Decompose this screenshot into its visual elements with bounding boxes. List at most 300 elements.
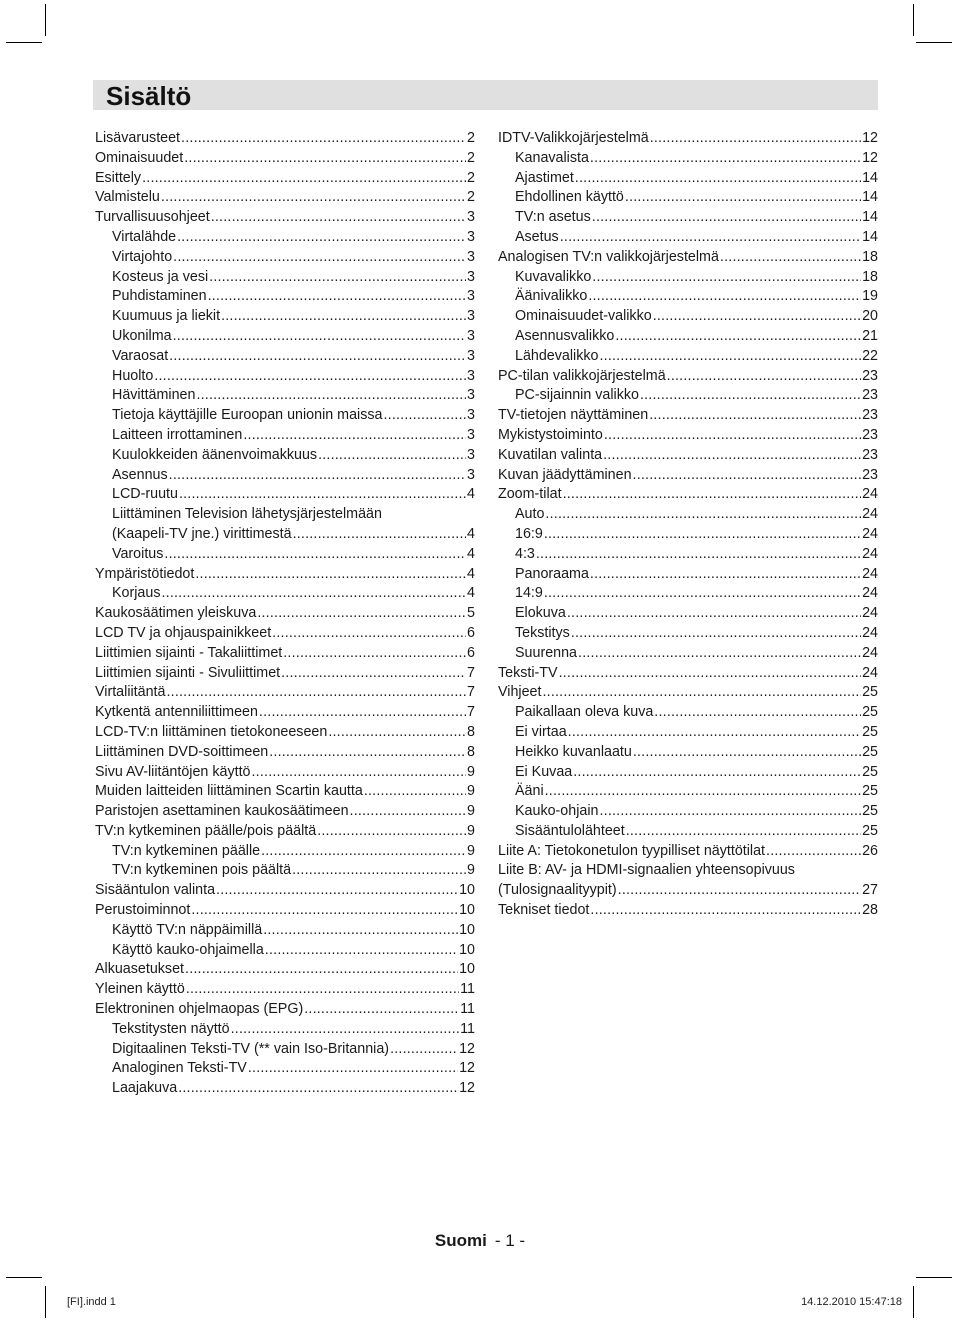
toc-leader-dots xyxy=(261,842,466,862)
toc-leader-dots xyxy=(173,248,466,268)
toc-entry[interactable] xyxy=(498,723,878,743)
toc-entry-page: 24 xyxy=(862,565,878,582)
toc-entry[interactable] xyxy=(498,169,878,189)
toc-entry[interactable] xyxy=(95,960,475,980)
toc-leader-dots xyxy=(142,169,466,189)
toc-entry[interactable] xyxy=(498,426,878,446)
toc-entry[interactable] xyxy=(95,664,475,684)
toc-entry-title: Virtalähde xyxy=(112,228,177,245)
toc-entry-page: 4 xyxy=(467,545,475,562)
toc-entry-page: 19 xyxy=(862,288,878,305)
toc-entry[interactable] xyxy=(498,307,878,327)
toc-entry-page: 10 xyxy=(459,921,475,938)
crop-mark xyxy=(6,1277,42,1278)
toc-entry-title: Laajakuva xyxy=(112,1080,178,1097)
toc-entry-page: 25 xyxy=(862,704,878,721)
toc-entry-page: 25 xyxy=(862,723,878,740)
toc-entry-page: 18 xyxy=(862,268,878,285)
toc-entry[interactable] xyxy=(95,228,475,248)
toc-leader-dots xyxy=(536,545,861,565)
toc-entry[interactable] xyxy=(95,644,475,664)
toc-entry-page: 10 xyxy=(459,961,475,978)
toc-entry-title: LCD-TV:n liittäminen tietokoneeseen xyxy=(95,723,328,740)
toc-entry-page: 3 xyxy=(467,288,475,305)
toc-entry[interactable] xyxy=(498,782,878,802)
crop-mark xyxy=(6,42,42,43)
toc-entry[interactable] xyxy=(95,466,475,486)
crop-mark xyxy=(916,42,952,43)
toc-entry[interactable] xyxy=(498,743,878,763)
toc-leader-dots xyxy=(567,604,861,624)
toc-leader-dots xyxy=(592,268,861,288)
toc-leader-dots xyxy=(216,881,458,901)
toc-entry[interactable] xyxy=(498,406,878,426)
toc-entry-page: 12 xyxy=(862,149,878,166)
toc-entry-page: 24 xyxy=(862,486,878,503)
toc-entry[interactable] xyxy=(498,604,878,624)
page-title: Sisältö xyxy=(106,81,192,111)
toc-entry-page: 20 xyxy=(862,308,878,325)
toc-entry-title: Ominaisuudet xyxy=(95,149,184,166)
toc-entry-page: 24 xyxy=(862,624,878,641)
toc-entry-title: Ympäristötiedot xyxy=(95,565,195,582)
toc-entry-title: Mykistystoiminto xyxy=(498,426,603,443)
toc-entry-title: Ajastimet xyxy=(515,169,574,186)
toc-entry-page: 11 xyxy=(460,1001,475,1018)
toc-entry-title: Paikallaan oleva kuva xyxy=(515,704,654,721)
toc-entry-page: 3 xyxy=(467,327,475,344)
toc-entry[interactable] xyxy=(95,129,475,149)
toc-entry-page: 23 xyxy=(862,426,878,443)
toc-entry[interactable] xyxy=(498,822,878,842)
toc-leader-dots xyxy=(328,723,466,743)
toc-entry[interactable] xyxy=(498,228,878,248)
toc-entry-title: Huolto xyxy=(112,367,154,384)
toc-entry[interactable] xyxy=(95,901,475,921)
toc-leader-dots xyxy=(588,287,861,307)
toc-entry-page: 3 xyxy=(467,387,475,404)
toc-leader-dots xyxy=(544,584,861,604)
toc-entry[interactable] xyxy=(95,188,475,208)
toc-entry-page: 6 xyxy=(467,644,475,661)
toc-entry-page: 24 xyxy=(862,585,878,602)
toc-right-column xyxy=(498,129,878,921)
toc-leader-dots xyxy=(169,347,466,367)
toc-leader-dots xyxy=(269,743,466,763)
footer-language: Suomi xyxy=(434,1231,487,1250)
toc-entry-title: Kosteus ja vesi xyxy=(112,268,209,285)
toc-entry-page: 2 xyxy=(467,149,475,166)
toc-leader-dots xyxy=(283,644,466,664)
toc-entry-title: TV-tietojen näyttäminen xyxy=(498,407,649,424)
toc-leader-dots xyxy=(599,347,861,367)
toc-entry-title: Analogisen TV:n valikkojärjestelmä xyxy=(498,248,719,265)
toc-entry-page: 22 xyxy=(862,347,878,364)
toc-entry-title: Liittäminen Television lähetysjärjestelmään xyxy=(112,506,382,523)
toc-leader-dots xyxy=(667,367,861,387)
toc-leader-dots xyxy=(304,1000,459,1020)
toc-entry[interactable] xyxy=(95,763,475,783)
toc-entry-page: 14 xyxy=(862,169,878,186)
toc-entry-title: Puhdistaminen xyxy=(112,288,207,305)
toc-entry[interactable] xyxy=(95,307,475,327)
toc-entry-title: 14:9 xyxy=(515,585,543,602)
print-file-info: [FI].indd 1 xyxy=(67,1296,116,1308)
toc-entry-title: 4:3 xyxy=(515,545,535,562)
toc-entry[interactable] xyxy=(95,367,475,387)
title-bar xyxy=(93,80,878,110)
toc-leader-dots xyxy=(161,188,466,208)
toc-entry-page: 18 xyxy=(862,248,878,265)
toc-entry[interactable] xyxy=(498,584,878,604)
toc-entry-page: 26 xyxy=(862,842,878,859)
toc-entry[interactable] xyxy=(498,268,878,288)
toc-entry-page: 12 xyxy=(459,1040,475,1057)
toc-entry[interactable] xyxy=(95,941,475,961)
toc-entry-title: Kauko-ohjain xyxy=(515,803,599,820)
toc-entry-title: Tietoja käyttäjille Euroopan unionin maissa xyxy=(112,407,383,424)
toc-entry[interactable] xyxy=(95,1020,475,1040)
toc-entry-title: Äänivalikko xyxy=(515,288,588,305)
toc-entry[interactable] xyxy=(95,545,475,565)
toc-entry-title: Ääni xyxy=(515,783,544,800)
toc-entry-title: Auto xyxy=(515,506,545,523)
toc-entry-title: Kytkentä antenniliittimeen xyxy=(95,704,258,721)
toc-entry[interactable] xyxy=(95,980,475,1000)
toc-entry-title: Lähdevalikko xyxy=(515,347,599,364)
toc-entry[interactable] xyxy=(95,1040,475,1060)
toc-leader-dots xyxy=(578,644,861,664)
page-footer xyxy=(0,1231,960,1251)
toc-entry-title: Ei Kuvaa xyxy=(515,763,573,780)
toc-entry-title: Panoraama xyxy=(515,565,589,582)
toc-leader-dots xyxy=(604,426,861,446)
toc-entry[interactable] xyxy=(95,525,475,545)
toc-leader-dots xyxy=(196,386,466,406)
toc-leader-dots xyxy=(590,149,861,169)
toc-entry[interactable] xyxy=(498,248,878,268)
toc-leader-dots xyxy=(633,466,862,486)
print-datetime: 14.12.2010 15:47:18 xyxy=(801,1296,902,1308)
toc-entry-page: 9 xyxy=(467,763,475,780)
toc-entry[interactable] xyxy=(498,287,878,307)
toc-entry-page: 24 xyxy=(862,605,878,622)
toc-entry[interactable] xyxy=(498,367,878,387)
toc-entry-page: 3 xyxy=(467,407,475,424)
toc-entry-title: Kaukosäätimen yleiskuva xyxy=(95,605,257,622)
toc-leader-dots xyxy=(263,921,458,941)
toc-entry[interactable] xyxy=(498,446,878,466)
toc-entry[interactable] xyxy=(95,248,475,268)
toc-entry-title: IDTV-Valikkojärjestelmä xyxy=(498,130,649,146)
toc-entry-title: Vihjeet xyxy=(498,684,542,701)
toc-leader-dots xyxy=(653,307,861,327)
toc-entry-page: 25 xyxy=(862,803,878,820)
toc-entry[interactable] xyxy=(95,505,475,525)
toc-entry-title: Käyttö TV:n näppäimillä xyxy=(112,921,263,938)
toc-entry[interactable] xyxy=(498,466,878,486)
toc-entry-title: Tekstitysten näyttö xyxy=(112,1020,230,1037)
toc-entry-title: Turvallisuusohjeet xyxy=(95,209,210,226)
toc-entry-page: 9 xyxy=(467,803,475,820)
toc-entry-title: Laitteen irrottaminen xyxy=(112,426,243,443)
toc-leader-dots xyxy=(169,466,466,486)
toc-leader-dots xyxy=(654,703,861,723)
toc-entry[interactable] xyxy=(95,347,475,367)
toc-entry[interactable] xyxy=(95,782,475,802)
toc-entry-title: Kuvavalikko xyxy=(515,268,592,285)
toc-entry-title: Ehdollinen käyttö xyxy=(515,189,624,206)
toc-entry-page: 23 xyxy=(862,367,878,384)
toc-entry[interactable] xyxy=(498,208,878,228)
toc-leader-dots xyxy=(603,446,861,466)
toc-entry[interactable] xyxy=(498,386,878,406)
toc-entry[interactable] xyxy=(95,822,475,842)
toc-entry-title: Asennusvalikko xyxy=(515,327,615,344)
toc-leader-dots xyxy=(545,782,861,802)
toc-entry-page: 9 xyxy=(467,822,475,839)
toc-entry[interactable] xyxy=(498,129,878,149)
toc-entry-title: Alkuasetukset xyxy=(95,961,185,978)
toc-entry-title: Ominaisuudet-valikko xyxy=(515,308,652,325)
toc-entry-title: Tekstitys xyxy=(515,624,570,641)
toc-entry-page: 21 xyxy=(862,327,878,344)
toc-entry[interactable] xyxy=(498,842,878,862)
toc-entry-title: Suurenna xyxy=(515,644,578,661)
toc-entry-page: 3 xyxy=(467,228,475,245)
toc-entry[interactable] xyxy=(498,347,878,367)
toc-entry[interactable] xyxy=(95,446,475,466)
toc-entry[interactable] xyxy=(95,1079,475,1099)
toc-entry[interactable] xyxy=(95,624,475,644)
toc-entry-page: 2 xyxy=(467,169,475,186)
toc-entry-title: Ei virtaa xyxy=(515,723,567,740)
toc-entry-title: Liittäminen DVD-soittimeen xyxy=(95,743,269,760)
toc-entry-page: 9 xyxy=(467,862,475,879)
toc-entry[interactable] xyxy=(498,188,878,208)
toc-entry[interactable] xyxy=(498,525,878,545)
toc-entry-title: Elektroninen ohjelmaopas (EPG) xyxy=(95,1001,304,1018)
toc-entry-title: Liite A: Tietokonetulon tyypilliset näyttötilat xyxy=(498,842,766,859)
toc-leader-dots xyxy=(559,664,862,684)
toc-entry-title: Zoom-tilat xyxy=(498,486,562,503)
toc-entry-title: Perustoiminnot xyxy=(95,902,191,919)
toc-entry[interactable] xyxy=(95,683,475,703)
toc-entry[interactable] xyxy=(95,386,475,406)
toc-entry[interactable] xyxy=(498,505,878,525)
toc-entry-page: 28 xyxy=(862,902,878,919)
toc-entry-page: 24 xyxy=(862,664,878,681)
toc-entry-page: 2 xyxy=(467,189,475,206)
toc-entry-title: TV:n kytkeminen päälle/pois päältä xyxy=(95,822,317,839)
toc-entry[interactable] xyxy=(95,921,475,941)
toc-entry-page: 14 xyxy=(862,228,878,245)
toc-entry-title: Valmistelu xyxy=(95,189,160,206)
toc-entry-title: Asennus xyxy=(112,466,168,483)
toc-entry-page: 4 xyxy=(467,565,475,582)
toc-leader-dots xyxy=(173,327,466,347)
toc-leader-dots xyxy=(317,822,466,842)
toc-entry-page: 3 xyxy=(467,308,475,325)
toc-entry[interactable] xyxy=(498,861,878,881)
toc-entry[interactable] xyxy=(498,149,878,169)
toc-entry-page: 24 xyxy=(862,525,878,542)
toc-entry[interactable] xyxy=(498,901,878,921)
toc-entry[interactable] xyxy=(498,802,878,822)
toc-entry[interactable] xyxy=(498,565,878,585)
toc-entry[interactable] xyxy=(498,683,878,703)
toc-entry-title: LCD-ruutu xyxy=(112,486,178,503)
toc-entry-page: 14 xyxy=(862,189,878,206)
toc-entry[interactable] xyxy=(95,169,475,189)
toc-entry-page: 3 xyxy=(467,446,475,463)
toc-leader-dots xyxy=(640,386,861,406)
toc-entry-page: 12 xyxy=(459,1060,475,1077)
toc-entry-title: Kuvan jäädyttäminen xyxy=(498,466,632,483)
toc-entry[interactable] xyxy=(95,604,475,624)
toc-entry-title: Tekniset tiedot xyxy=(498,902,590,919)
toc-entry[interactable] xyxy=(95,802,475,822)
toc-leader-dots xyxy=(590,565,861,585)
toc-leader-dots xyxy=(185,960,458,980)
toc-entry-title: 16:9 xyxy=(515,525,543,542)
toc-leader-dots xyxy=(252,763,467,783)
toc-entry[interactable] xyxy=(95,149,475,169)
toc-leader-dots xyxy=(720,248,861,268)
toc-entry[interactable] xyxy=(95,584,475,604)
toc-leader-dots xyxy=(161,584,466,604)
toc-entry-title: Kanavalista xyxy=(515,149,589,166)
toc-leader-dots xyxy=(272,624,466,644)
toc-leader-dots xyxy=(560,228,861,248)
toc-entry[interactable] xyxy=(498,664,878,684)
toc-entry[interactable] xyxy=(95,406,475,426)
toc-entry[interactable] xyxy=(95,723,475,743)
toc-entry-title: (Tulosignaalityypit) xyxy=(498,882,617,899)
toc-entry[interactable] xyxy=(498,881,878,901)
toc-entry-page: 8 xyxy=(467,743,475,760)
toc-entry-title: Varoitus xyxy=(112,545,164,562)
toc-entry[interactable] xyxy=(498,327,878,347)
toc-entry-page: 7 xyxy=(467,704,475,721)
toc-leader-dots xyxy=(179,485,466,505)
toc-entry[interactable] xyxy=(498,624,878,644)
toc-entry-title: Liittimien sijainti - Sivuliittimet xyxy=(95,664,281,681)
toc-entry[interactable] xyxy=(95,268,475,288)
toc-entry[interactable] xyxy=(498,644,878,664)
toc-left-column xyxy=(95,129,475,1099)
toc-leader-dots xyxy=(364,782,466,802)
toc-entry[interactable] xyxy=(95,881,475,901)
toc-entry-title: Analoginen Teksti-TV xyxy=(112,1060,247,1077)
toc-entry-page: 24 xyxy=(862,644,878,661)
toc-entry-title: Liittimien sijainti - Takaliittimet xyxy=(95,644,283,661)
crop-mark xyxy=(916,1277,952,1278)
toc-leader-dots xyxy=(211,208,466,228)
toc-entry[interactable] xyxy=(95,426,475,446)
toc-leader-dots xyxy=(390,1040,458,1060)
toc-leader-dots xyxy=(184,149,466,169)
toc-entry[interactable] xyxy=(95,861,475,881)
toc-leader-dots xyxy=(590,901,861,921)
toc-leader-dots xyxy=(544,525,861,545)
toc-entry[interactable] xyxy=(95,703,475,723)
toc-leader-dots xyxy=(281,664,466,684)
toc-leader-dots xyxy=(545,505,861,525)
toc-entry-title: Elokuva xyxy=(515,605,566,622)
toc-leader-dots xyxy=(626,822,861,842)
toc-leader-dots xyxy=(231,1020,460,1040)
toc-leader-dots xyxy=(209,268,466,288)
toc-entry[interactable] xyxy=(95,842,475,862)
toc-leader-dots xyxy=(571,624,861,644)
toc-entry-page: 4 xyxy=(467,585,475,602)
toc-entry-page: 25 xyxy=(862,743,878,760)
toc-leader-dots xyxy=(154,367,466,387)
toc-entry[interactable] xyxy=(95,327,475,347)
toc-entry-title: Yleinen käyttö xyxy=(95,981,185,998)
toc-entry-title: Liite B: AV- ja HDMI-signaalien yhteensopivuus xyxy=(498,862,795,879)
toc-entry-page: 9 xyxy=(467,842,475,859)
toc-entry-page: 3 xyxy=(467,347,475,364)
toc-entry-page: 23 xyxy=(862,466,878,483)
toc-entry[interactable] xyxy=(95,485,475,505)
toc-entry-title: Virtaliitäntä xyxy=(95,684,166,701)
toc-entry[interactable] xyxy=(498,703,878,723)
toc-entry-page: 25 xyxy=(862,684,878,701)
toc-leader-dots xyxy=(181,129,466,149)
toc-entry-page: 10 xyxy=(459,882,475,899)
toc-entry-page: 4 xyxy=(467,525,475,542)
toc-leader-dots xyxy=(592,208,861,228)
toc-entry[interactable] xyxy=(95,208,475,228)
toc-leader-dots xyxy=(618,881,861,901)
toc-entry[interactable] xyxy=(498,545,878,565)
toc-leader-dots xyxy=(633,743,861,763)
toc-entry-title: TV:n kytkeminen pois päältä xyxy=(112,862,292,879)
toc-leader-dots xyxy=(259,703,466,723)
toc-entry-page: 10 xyxy=(459,902,475,919)
toc-leader-dots xyxy=(563,485,862,505)
toc-entry-title: Sisääntulon valinta xyxy=(95,882,216,899)
toc-entry-page: 4 xyxy=(467,486,475,503)
toc-entry[interactable] xyxy=(95,565,475,585)
toc-entry-page: 24 xyxy=(862,545,878,562)
toc-entry-title: Esittely xyxy=(95,169,142,186)
toc-entry-title: Paristojen asettaminen kaukosäätimeen xyxy=(95,803,349,820)
toc-leader-dots xyxy=(573,763,861,783)
crop-mark xyxy=(45,4,46,36)
toc-entry-title: Kuulokkeiden äänenvoimakkuus xyxy=(112,446,318,463)
toc-entry[interactable] xyxy=(95,287,475,307)
toc-entry[interactable] xyxy=(95,1000,475,1020)
toc-entry-title: Ukonilma xyxy=(112,327,172,344)
toc-entry[interactable] xyxy=(95,1059,475,1079)
toc-entry-page: 25 xyxy=(862,822,878,839)
toc-entry-page: 11 xyxy=(460,981,475,998)
toc-entry[interactable] xyxy=(498,763,878,783)
toc-entry-title: TV:n kytkeminen päälle xyxy=(112,842,261,859)
toc-entry-title: Kuvatilan valinta xyxy=(498,446,603,463)
toc-leader-dots xyxy=(177,228,466,248)
toc-entry[interactable] xyxy=(95,743,475,763)
toc-entry-title: Asetus xyxy=(515,228,559,245)
toc-entry-page: 24 xyxy=(862,506,878,523)
toc-entry-page: 27 xyxy=(862,882,878,899)
toc-leader-dots xyxy=(599,802,861,822)
toc-entry-page: 3 xyxy=(467,268,475,285)
toc-entry[interactable] xyxy=(498,485,878,505)
